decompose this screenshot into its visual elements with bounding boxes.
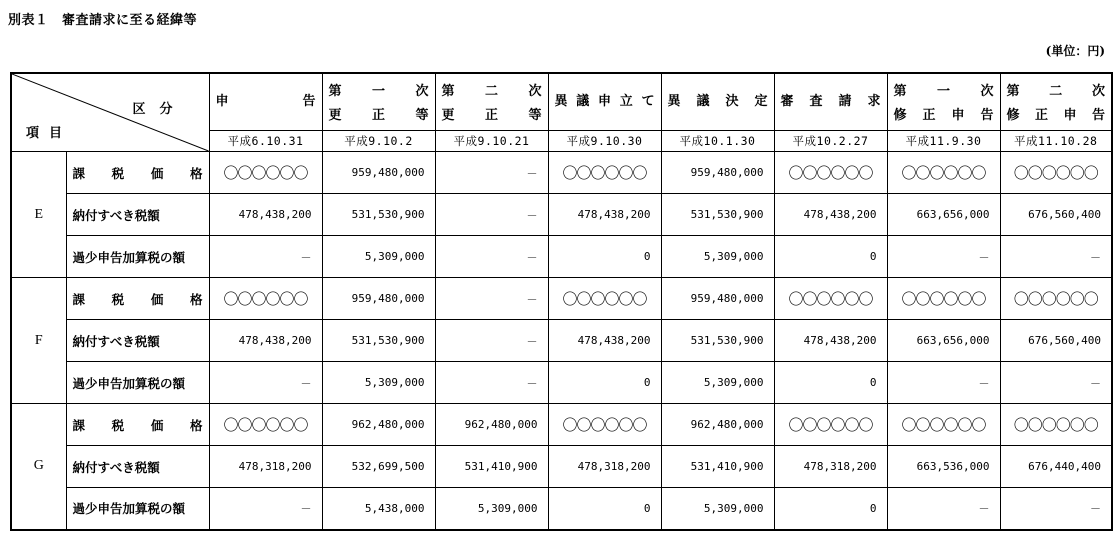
value-cell: 959,480,000 bbox=[661, 152, 774, 194]
value-cell: 〇〇〇〇〇〇 bbox=[1000, 278, 1112, 320]
value-cell: 〇〇〇〇〇〇 bbox=[548, 152, 661, 194]
value-cell: 5,438,000 bbox=[322, 488, 435, 530]
column-header-1 bbox=[209, 73, 322, 131]
value-cell: 478,438,200 bbox=[774, 320, 887, 362]
value-cell: 478,438,200 bbox=[548, 194, 661, 236]
header-char: 申 bbox=[1063, 108, 1077, 123]
header-char: 立 bbox=[619, 94, 633, 109]
header-char: 申 bbox=[951, 108, 965, 123]
value-cell: 676,560,400 bbox=[1000, 194, 1112, 236]
entity-label: F bbox=[11, 278, 66, 404]
header-char: 修 bbox=[1006, 108, 1020, 123]
value-cell: － bbox=[435, 152, 548, 194]
column-header-3 bbox=[435, 73, 548, 131]
value-cell: 〇〇〇〇〇〇 bbox=[209, 152, 322, 194]
value-cell: 〇〇〇〇〇〇 bbox=[548, 404, 661, 446]
item-label-text bbox=[73, 416, 209, 434]
table-row bbox=[11, 194, 1112, 236]
item-char: 価 bbox=[150, 291, 164, 307]
item-char: 課 bbox=[72, 165, 86, 181]
value-cell: － bbox=[435, 194, 548, 236]
header-char: 次 bbox=[528, 84, 542, 99]
column-header-line1 bbox=[668, 90, 768, 109]
value-cell: 676,560,400 bbox=[1000, 320, 1112, 362]
header-char: 定 bbox=[754, 94, 768, 109]
value-cell: 〇〇〇〇〇〇 bbox=[887, 278, 1000, 320]
value-cell: － bbox=[1000, 488, 1112, 530]
column-date-8: 平成11.10.28 bbox=[1000, 131, 1112, 152]
value-cell: 〇〇〇〇〇〇 bbox=[209, 404, 322, 446]
progress-table bbox=[10, 72, 1113, 531]
item-char: 格 bbox=[189, 291, 203, 307]
value-cell: 0 bbox=[548, 488, 661, 530]
value-cell: 478,438,200 bbox=[209, 320, 322, 362]
header-char: 告 bbox=[302, 94, 316, 109]
column-date-4: 平成9.10.30 bbox=[548, 131, 661, 152]
header-char: 第 bbox=[893, 84, 907, 99]
value-cell: － bbox=[209, 236, 322, 278]
entity-label: G bbox=[11, 404, 66, 530]
value-cell: － bbox=[887, 236, 1000, 278]
column-header-2 bbox=[322, 73, 435, 131]
column-header-line2 bbox=[329, 104, 429, 123]
header-char: 請 bbox=[838, 94, 852, 109]
value-cell: 663,656,000 bbox=[887, 320, 1000, 362]
value-cell: 959,480,000 bbox=[322, 278, 435, 320]
column-header-line1 bbox=[442, 80, 542, 99]
value-cell: － bbox=[435, 278, 548, 320]
item-char: 課 bbox=[72, 417, 86, 433]
value-cell: 〇〇〇〇〇〇 bbox=[209, 278, 322, 320]
header-char: 異 bbox=[554, 94, 568, 109]
header-char: 正 bbox=[922, 108, 936, 123]
column-header-line1 bbox=[1007, 80, 1106, 99]
header-char: 二 bbox=[484, 84, 498, 99]
header-char: 議 bbox=[696, 94, 710, 109]
table-row bbox=[11, 320, 1112, 362]
column-header-4 bbox=[548, 73, 661, 131]
value-cell: 531,530,900 bbox=[661, 194, 774, 236]
value-cell: 531,530,900 bbox=[322, 320, 435, 362]
header-char: 決 bbox=[725, 94, 739, 109]
header-char: 一 bbox=[936, 84, 950, 99]
table-row bbox=[11, 152, 1112, 194]
column-header-line1 bbox=[894, 80, 994, 99]
value-cell: 〇〇〇〇〇〇 bbox=[774, 152, 887, 194]
column-header-line1 bbox=[781, 90, 881, 109]
value-cell: － bbox=[1000, 236, 1112, 278]
table-row bbox=[11, 488, 1112, 530]
header-char: 異 bbox=[667, 94, 681, 109]
column-date-2: 平成9.10.2 bbox=[322, 131, 435, 152]
header-char: 査 bbox=[809, 94, 823, 109]
value-cell: 478,318,200 bbox=[548, 446, 661, 488]
value-cell: － bbox=[209, 488, 322, 530]
column-date-1: 平成6.10.31 bbox=[209, 131, 322, 152]
value-cell: 〇〇〇〇〇〇 bbox=[774, 278, 887, 320]
value-cell: － bbox=[435, 362, 548, 404]
item-label-kazei bbox=[66, 404, 209, 446]
header-char: 正 bbox=[484, 108, 498, 123]
value-cell: 0 bbox=[774, 236, 887, 278]
header-kubun-label: 区分 bbox=[132, 102, 187, 117]
header-char: 二 bbox=[1049, 84, 1063, 99]
document-title: 別表１ 審査請求に至る経緯等 bbox=[8, 13, 198, 28]
header-char: 更 bbox=[441, 108, 455, 123]
item-char: 価 bbox=[150, 417, 164, 433]
header-char: 申 bbox=[597, 94, 611, 109]
header-char: 更 bbox=[328, 108, 342, 123]
header-char: 次 bbox=[980, 84, 994, 99]
table-row bbox=[11, 362, 1112, 404]
header-char: て bbox=[641, 94, 655, 109]
value-cell: 478,438,200 bbox=[548, 320, 661, 362]
item-label-kazei bbox=[66, 152, 209, 194]
value-cell: 0 bbox=[774, 488, 887, 530]
column-date-7: 平成11.9.30 bbox=[887, 131, 1000, 152]
value-cell: 676,440,400 bbox=[1000, 446, 1112, 488]
value-cell: 962,480,000 bbox=[322, 404, 435, 446]
header-char: 次 bbox=[415, 84, 429, 99]
item-label-text bbox=[73, 290, 209, 308]
header-char: 第 bbox=[441, 84, 455, 99]
item-label-nofu: 納付すべき税額 bbox=[66, 320, 209, 362]
value-cell: 5,309,000 bbox=[435, 488, 548, 530]
item-char: 税 bbox=[111, 165, 125, 181]
header-char: 等 bbox=[528, 108, 542, 123]
header-char: 第 bbox=[328, 84, 342, 99]
header-char: 正 bbox=[371, 108, 385, 123]
header-koumoku-label: 項目 bbox=[26, 126, 73, 141]
value-cell: 531,530,900 bbox=[661, 320, 774, 362]
column-header-line2 bbox=[894, 104, 994, 123]
entity-label: E bbox=[11, 152, 66, 278]
item-label-nofu: 納付すべき税額 bbox=[66, 446, 209, 488]
value-cell: 478,318,200 bbox=[209, 446, 322, 488]
value-cell: 〇〇〇〇〇〇 bbox=[1000, 404, 1112, 446]
item-label-text bbox=[73, 164, 209, 182]
column-header-8 bbox=[1000, 73, 1112, 131]
item-label-kazei bbox=[66, 278, 209, 320]
column-header-line1 bbox=[216, 90, 316, 109]
value-cell: 5,309,000 bbox=[661, 362, 774, 404]
value-cell: － bbox=[435, 320, 548, 362]
value-cell: 〇〇〇〇〇〇 bbox=[887, 404, 1000, 446]
value-cell: 〇〇〇〇〇〇 bbox=[1000, 152, 1112, 194]
column-date-6: 平成10.2.27 bbox=[774, 131, 887, 152]
column-header-5 bbox=[661, 73, 774, 131]
column-header-7 bbox=[887, 73, 1000, 131]
item-char: 格 bbox=[189, 417, 203, 433]
value-cell: 〇〇〇〇〇〇 bbox=[887, 152, 1000, 194]
unit-label: (単位：円) bbox=[1045, 44, 1105, 58]
value-cell: 5,309,000 bbox=[661, 236, 774, 278]
value-cell: 478,438,200 bbox=[774, 194, 887, 236]
table-row bbox=[11, 446, 1112, 488]
value-cell: － bbox=[1000, 362, 1112, 404]
column-header-line2 bbox=[1007, 104, 1106, 123]
column-header-line1 bbox=[555, 90, 655, 109]
header-char: 審 bbox=[780, 94, 794, 109]
value-cell: 531,410,900 bbox=[435, 446, 548, 488]
header-char: 一 bbox=[371, 84, 385, 99]
value-cell: 〇〇〇〇〇〇 bbox=[774, 404, 887, 446]
value-cell: － bbox=[887, 488, 1000, 530]
value-cell: 0 bbox=[548, 362, 661, 404]
value-cell: 531,530,900 bbox=[322, 194, 435, 236]
column-header-line2 bbox=[442, 104, 542, 123]
value-cell: 5,309,000 bbox=[661, 488, 774, 530]
header-char: 修 bbox=[893, 108, 907, 123]
header-char: 次 bbox=[1091, 84, 1105, 99]
header-char: 第 bbox=[1006, 84, 1020, 99]
value-cell: 0 bbox=[774, 362, 887, 404]
item-char: 税 bbox=[111, 291, 125, 307]
value-cell: 〇〇〇〇〇〇 bbox=[548, 278, 661, 320]
header-char: 申 bbox=[215, 94, 229, 109]
value-cell: 478,438,200 bbox=[209, 194, 322, 236]
item-label-kasho: 過少申告加算税の額 bbox=[66, 488, 209, 530]
value-cell: － bbox=[887, 362, 1000, 404]
value-cell: 532,699,500 bbox=[322, 446, 435, 488]
column-header-6 bbox=[774, 73, 887, 131]
header-char: 告 bbox=[1091, 108, 1105, 123]
value-cell: 663,536,000 bbox=[887, 446, 1000, 488]
value-cell: 962,480,000 bbox=[661, 404, 774, 446]
value-cell: 663,656,000 bbox=[887, 194, 1000, 236]
value-cell: 959,480,000 bbox=[661, 278, 774, 320]
item-label-kasho: 過少申告加算税の額 bbox=[66, 236, 209, 278]
header-char: 求 bbox=[867, 94, 881, 109]
header-char: 告 bbox=[980, 108, 994, 123]
item-label-nofu: 納付すべき税額 bbox=[66, 194, 209, 236]
column-header-line1 bbox=[329, 80, 429, 99]
value-cell: 959,480,000 bbox=[322, 152, 435, 194]
value-cell: 478,318,200 bbox=[774, 446, 887, 488]
value-cell: － bbox=[435, 236, 548, 278]
table-row bbox=[11, 236, 1112, 278]
column-date-3: 平成9.10.21 bbox=[435, 131, 548, 152]
item-char: 課 bbox=[72, 291, 86, 307]
value-cell: － bbox=[209, 362, 322, 404]
item-char: 税 bbox=[111, 417, 125, 433]
column-date-5: 平成10.1.30 bbox=[661, 131, 774, 152]
value-cell: 5,309,000 bbox=[322, 362, 435, 404]
table-row bbox=[11, 404, 1112, 446]
header-corner bbox=[11, 73, 209, 152]
table-row bbox=[11, 278, 1112, 320]
header-char: 等 bbox=[415, 108, 429, 123]
header-char: 議 bbox=[576, 94, 590, 109]
value-cell: 531,410,900 bbox=[661, 446, 774, 488]
value-cell: 962,480,000 bbox=[435, 404, 548, 446]
item-char: 格 bbox=[189, 165, 203, 181]
value-cell: 0 bbox=[548, 236, 661, 278]
value-cell: 5,309,000 bbox=[322, 236, 435, 278]
item-char: 価 bbox=[150, 165, 164, 181]
header-char: 正 bbox=[1034, 108, 1048, 123]
item-label-kasho: 過少申告加算税の額 bbox=[66, 362, 209, 404]
